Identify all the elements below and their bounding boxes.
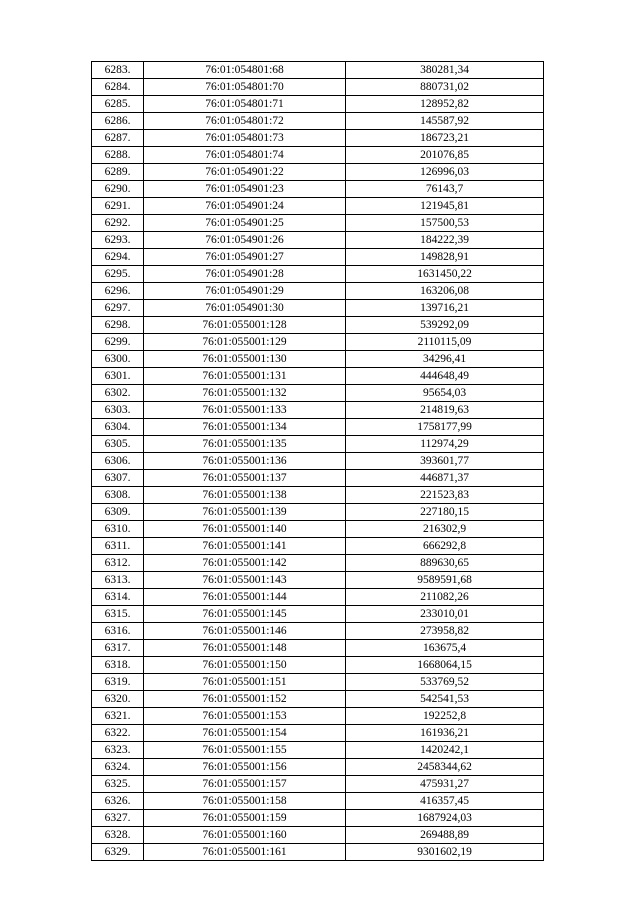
row-number-cell: 6314. [92, 589, 144, 606]
cadastral-number-cell: 76:01:055001:140 [144, 521, 346, 538]
row-number-cell: 6308. [92, 487, 144, 504]
cadastral-number-cell: 76:01:055001:151 [144, 674, 346, 691]
value-cell: 1758177,99 [346, 419, 544, 436]
table-row [92, 130, 544, 147]
value-cell: 157500,53 [346, 215, 544, 232]
table-row [92, 487, 544, 504]
row-number-cell: 6322. [92, 725, 144, 742]
cadastral-number-cell: 76:01:054801:71 [144, 96, 346, 113]
value-cell: 233010,01 [346, 606, 544, 623]
table-row [92, 96, 544, 113]
value-cell: 112974,29 [346, 436, 544, 453]
cadastral-number-cell: 76:01:055001:155 [144, 742, 346, 759]
row-number-cell: 6315. [92, 606, 144, 623]
cadastral-number-cell: 76:01:054801:72 [144, 113, 346, 130]
value-cell: 444648,49 [346, 368, 544, 385]
cadastral-number-cell: 76:01:055001:142 [144, 555, 346, 572]
cadastral-number-cell: 76:01:054801:73 [144, 130, 346, 147]
table-row [92, 215, 544, 232]
row-number-cell: 6299. [92, 334, 144, 351]
row-number-cell: 6311. [92, 538, 144, 555]
row-number-cell: 6307. [92, 470, 144, 487]
value-cell: 221523,83 [346, 487, 544, 504]
row-number-cell: 6329. [92, 844, 144, 861]
row-number-cell: 6283. [92, 62, 144, 79]
table-row [92, 555, 544, 572]
cadastral-number-cell: 76:01:054901:29 [144, 283, 346, 300]
cadastral-number-cell: 76:01:054901:25 [144, 215, 346, 232]
table-row [92, 198, 544, 215]
cadastral-number-cell: 76:01:055001:148 [144, 640, 346, 657]
value-cell: 1687924,03 [346, 810, 544, 827]
cadastral-number-cell: 76:01:055001:152 [144, 691, 346, 708]
table-row [92, 317, 544, 334]
table-row [92, 351, 544, 368]
table-row [92, 79, 544, 96]
cadastral-number-cell: 76:01:055001:157 [144, 776, 346, 793]
value-cell: 889630,65 [346, 555, 544, 572]
cadastral-number-cell: 76:01:055001:130 [144, 351, 346, 368]
cadastral-number-cell: 76:01:054801:68 [144, 62, 346, 79]
row-number-cell: 6321. [92, 708, 144, 725]
table-row [92, 623, 544, 640]
cadastral-number-cell: 76:01:055001:128 [144, 317, 346, 334]
table-row [92, 844, 544, 861]
row-number-cell: 6327. [92, 810, 144, 827]
value-cell: 539292,09 [346, 317, 544, 334]
cadastral-number-cell: 76:01:055001:131 [144, 368, 346, 385]
cadastral-number-cell: 76:01:055001:150 [144, 657, 346, 674]
table-row [92, 419, 544, 436]
row-number-cell: 6319. [92, 674, 144, 691]
value-cell: 1668064,15 [346, 657, 544, 674]
row-number-cell: 6326. [92, 793, 144, 810]
row-number-cell: 6287. [92, 130, 144, 147]
cadastral-number-cell: 76:01:055001:139 [144, 504, 346, 521]
cadastral-number-cell: 76:01:055001:160 [144, 827, 346, 844]
cadastral-number-cell: 76:01:055001:135 [144, 436, 346, 453]
value-cell: 1420242,1 [346, 742, 544, 759]
row-number-cell: 6302. [92, 385, 144, 402]
table-row [92, 708, 544, 725]
value-cell: 186723,21 [346, 130, 544, 147]
table-row [92, 572, 544, 589]
cadastral-number-cell: 76:01:054901:23 [144, 181, 346, 198]
value-cell: 161936,21 [346, 725, 544, 742]
value-cell: 128952,82 [346, 96, 544, 113]
row-number-cell: 6306. [92, 453, 144, 470]
cadastral-number-cell: 76:01:054901:28 [144, 266, 346, 283]
value-cell: 163675,4 [346, 640, 544, 657]
value-cell: 95654,03 [346, 385, 544, 402]
table-row [92, 759, 544, 776]
table-row [92, 147, 544, 164]
row-number-cell: 6291. [92, 198, 144, 215]
cadastral-number-cell: 76:01:054901:24 [144, 198, 346, 215]
row-number-cell: 6286. [92, 113, 144, 130]
row-number-cell: 6292. [92, 215, 144, 232]
row-number-cell: 6313. [92, 572, 144, 589]
value-cell: 269488,89 [346, 827, 544, 844]
cadastral-number-cell: 76:01:055001:132 [144, 385, 346, 402]
cadastral-number-cell: 76:01:054801:70 [144, 79, 346, 96]
table-row [92, 385, 544, 402]
table-row [92, 793, 544, 810]
value-cell: 416357,45 [346, 793, 544, 810]
value-cell: 880731,02 [346, 79, 544, 96]
value-cell: 201076,85 [346, 147, 544, 164]
row-number-cell: 6324. [92, 759, 144, 776]
value-cell: 227180,15 [346, 504, 544, 521]
table-row [92, 589, 544, 606]
row-number-cell: 6289. [92, 164, 144, 181]
row-number-cell: 6285. [92, 96, 144, 113]
cadastral-number-cell: 76:01:055001:145 [144, 606, 346, 623]
cadastral-number-cell: 76:01:055001:144 [144, 589, 346, 606]
row-number-cell: 6305. [92, 436, 144, 453]
cadastral-number-cell: 76:01:054901:26 [144, 232, 346, 249]
cadastral-number-cell: 76:01:055001:143 [144, 572, 346, 589]
row-number-cell: 6294. [92, 249, 144, 266]
cadastral-number-cell: 76:01:055001:141 [144, 538, 346, 555]
cadastral-number-cell: 76:01:055001:153 [144, 708, 346, 725]
row-number-cell: 6297. [92, 300, 144, 317]
table-row [92, 300, 544, 317]
value-cell: 139716,21 [346, 300, 544, 317]
table-body [92, 62, 544, 861]
value-cell: 393601,77 [346, 453, 544, 470]
table-row [92, 436, 544, 453]
value-cell: 163206,08 [346, 283, 544, 300]
row-number-cell: 6317. [92, 640, 144, 657]
value-cell: 149828,91 [346, 249, 544, 266]
value-cell: 1631450,22 [346, 266, 544, 283]
table-row [92, 504, 544, 521]
table-row [92, 742, 544, 759]
table-row [92, 521, 544, 538]
cadastral-number-cell: 76:01:054901:22 [144, 164, 346, 181]
table-row [92, 674, 544, 691]
row-number-cell: 6296. [92, 283, 144, 300]
row-number-cell: 6304. [92, 419, 144, 436]
value-cell: 76143,7 [346, 181, 544, 198]
table-row [92, 181, 544, 198]
cadastral-number-cell: 76:01:054901:27 [144, 249, 346, 266]
cadastral-number-cell: 76:01:055001:161 [144, 844, 346, 861]
value-cell: 273958,82 [346, 623, 544, 640]
row-number-cell: 6303. [92, 402, 144, 419]
table-row [92, 470, 544, 487]
row-number-cell: 6320. [92, 691, 144, 708]
value-cell: 9301602,19 [346, 844, 544, 861]
table-row [92, 368, 544, 385]
row-number-cell: 6298. [92, 317, 144, 334]
cadastral-value-table [91, 61, 544, 861]
value-cell: 211082,26 [346, 589, 544, 606]
row-number-cell: 6301. [92, 368, 144, 385]
row-number-cell: 6310. [92, 521, 144, 538]
table-row [92, 164, 544, 181]
row-number-cell: 6295. [92, 266, 144, 283]
row-number-cell: 6323. [92, 742, 144, 759]
table-row [92, 640, 544, 657]
table-row [92, 232, 544, 249]
table-row [92, 402, 544, 419]
row-number-cell: 6309. [92, 504, 144, 521]
row-number-cell: 6318. [92, 657, 144, 674]
cadastral-number-cell: 76:01:055001:146 [144, 623, 346, 640]
value-cell: 2458344,62 [346, 759, 544, 776]
row-number-cell: 6325. [92, 776, 144, 793]
value-cell: 2110115,09 [346, 334, 544, 351]
cadastral-number-cell: 76:01:054901:30 [144, 300, 346, 317]
value-cell: 380281,34 [346, 62, 544, 79]
value-cell: 34296,41 [346, 351, 544, 368]
row-number-cell: 6312. [92, 555, 144, 572]
row-number-cell: 6328. [92, 827, 144, 844]
cadastral-number-cell: 76:01:055001:129 [144, 334, 346, 351]
cadastral-number-cell: 76:01:055001:158 [144, 793, 346, 810]
cadastral-number-cell: 76:01:055001:154 [144, 725, 346, 742]
value-cell: 446871,37 [346, 470, 544, 487]
value-cell: 666292,8 [346, 538, 544, 555]
table-row [92, 725, 544, 742]
cadastral-number-cell: 76:01:055001:137 [144, 470, 346, 487]
row-number-cell: 6290. [92, 181, 144, 198]
table-row [92, 606, 544, 623]
row-number-cell: 6284. [92, 79, 144, 96]
cadastral-number-cell: 76:01:055001:159 [144, 810, 346, 827]
table-row [92, 334, 544, 351]
table-row [92, 62, 544, 79]
table-row [92, 249, 544, 266]
value-cell: 533769,52 [346, 674, 544, 691]
table-row [92, 810, 544, 827]
cadastral-number-cell: 76:01:054801:74 [144, 147, 346, 164]
value-cell: 542541,53 [346, 691, 544, 708]
row-number-cell: 6293. [92, 232, 144, 249]
cadastral-number-cell: 76:01:055001:136 [144, 453, 346, 470]
table-row [92, 113, 544, 130]
cadastral-number-cell: 76:01:055001:134 [144, 419, 346, 436]
value-cell: 475931,27 [346, 776, 544, 793]
row-number-cell: 6288. [92, 147, 144, 164]
value-cell: 126996,03 [346, 164, 544, 181]
table-row [92, 657, 544, 674]
table-row [92, 776, 544, 793]
table-row [92, 453, 544, 470]
value-cell: 184222,39 [346, 232, 544, 249]
table-row [92, 538, 544, 555]
value-cell: 9589591,68 [346, 572, 544, 589]
cadastral-number-cell: 76:01:055001:156 [144, 759, 346, 776]
value-cell: 145587,92 [346, 113, 544, 130]
value-cell: 192252,8 [346, 708, 544, 725]
value-cell: 216302,9 [346, 521, 544, 538]
cadastral-number-cell: 76:01:055001:133 [144, 402, 346, 419]
value-cell: 121945,81 [346, 198, 544, 215]
value-cell: 214819,63 [346, 402, 544, 419]
table-row [92, 266, 544, 283]
cadastral-number-cell: 76:01:055001:138 [144, 487, 346, 504]
table-row [92, 691, 544, 708]
table-row [92, 827, 544, 844]
row-number-cell: 6300. [92, 351, 144, 368]
table-row [92, 283, 544, 300]
row-number-cell: 6316. [92, 623, 144, 640]
